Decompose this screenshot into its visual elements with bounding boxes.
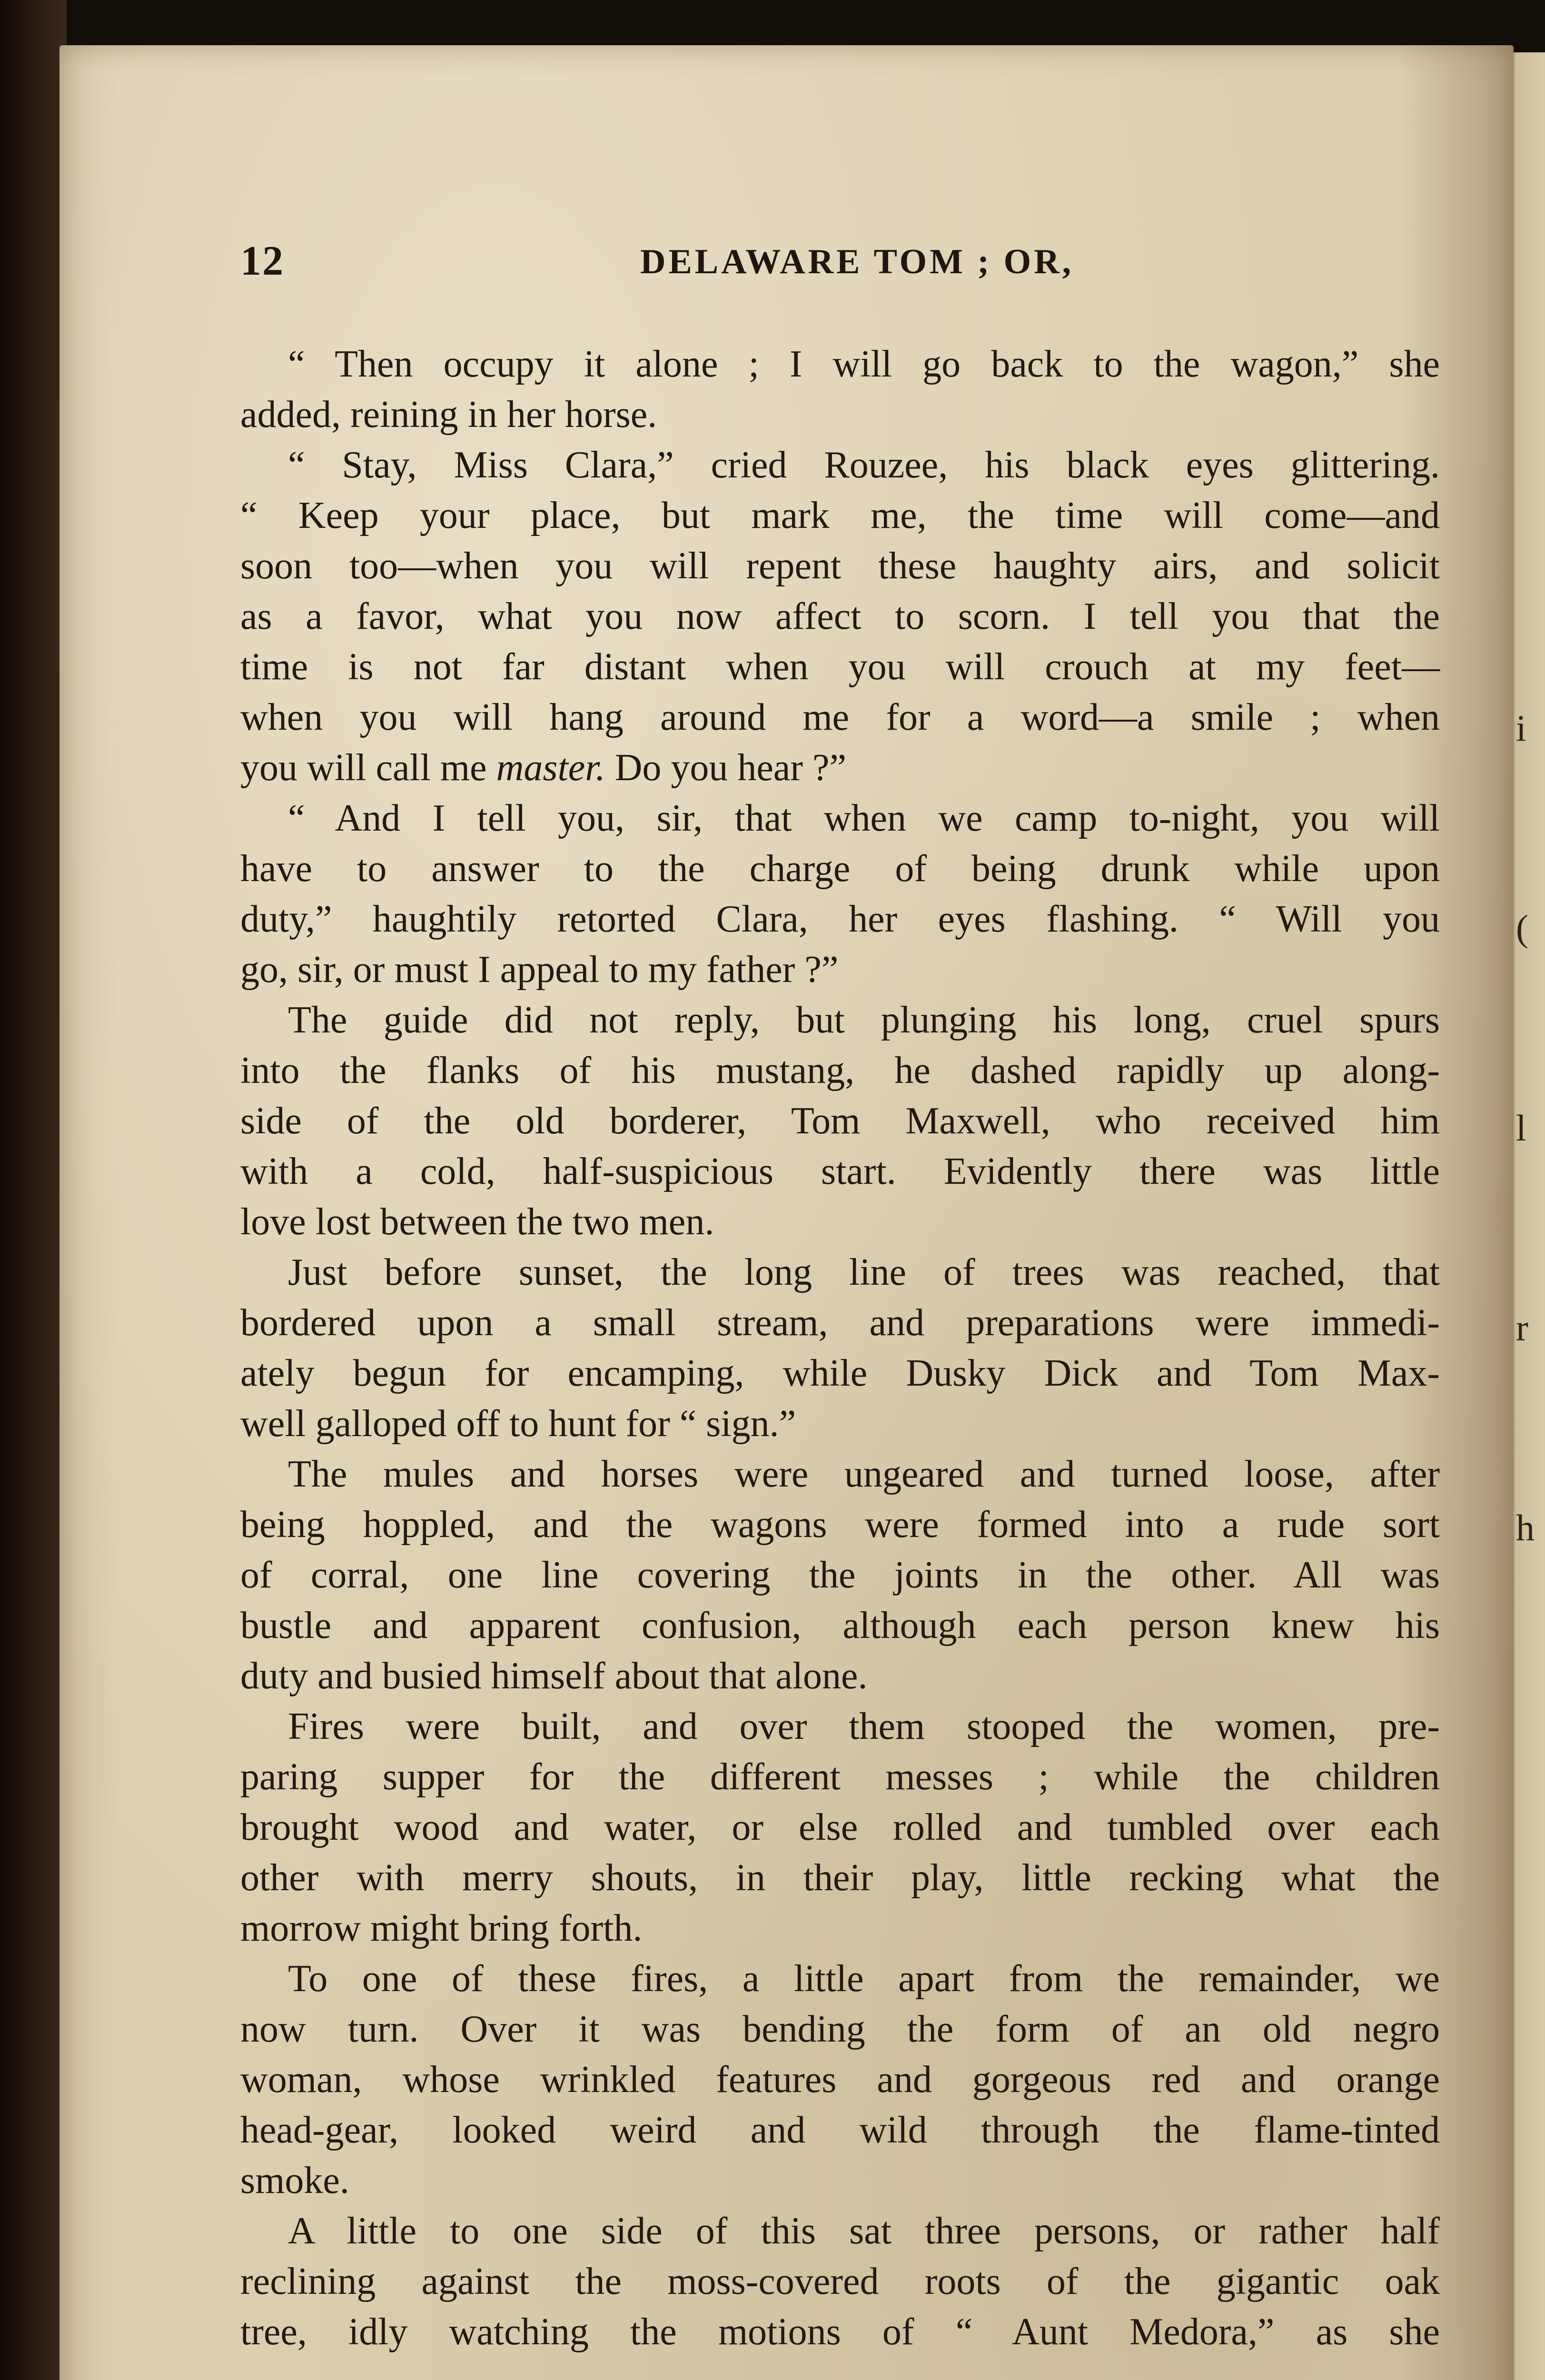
text-line: go, sir, or must I appeal to my father ?” — [240, 949, 839, 991]
adjacent-page-text-fragments — [1516, 628, 1540, 2247]
italic-word: master. — [496, 747, 605, 789]
text-line: “ Stay, Miss Clara,” cried Rouzee, his black eyes glittering. — [288, 444, 1440, 486]
text-line: The mules and horses were ungeared and turned loose, after — [288, 1453, 1440, 1495]
text-line: The guide did not reply, but plunging his long, cruel spurs — [288, 999, 1440, 1041]
text-line: smoke. — [240, 2160, 349, 2202]
text-line: tree, idly watching the motions of “ Aunt Medora,” as she — [240, 2311, 1440, 2353]
text-line: side of the old borderer, Tom Maxwell, who received him — [240, 1100, 1440, 1142]
text-line: duty,” haughtily retorted Clara, her eyes flashing. “ Will you — [240, 898, 1440, 940]
text-line: of corral, one line covering the joints in the other. All was — [240, 1554, 1440, 1596]
fragment-char: h — [1516, 1507, 1535, 1548]
text-line: paring supper for the different messes ; while the children — [240, 1756, 1440, 1798]
text-line: bordered upon a small stream, and preparations were immedi- — [240, 1302, 1440, 1344]
text-line-with-italic — [240, 743, 1440, 793]
binding-edge — [0, 0, 67, 2380]
text-line: morrow might bring forth. — [240, 1907, 643, 1949]
text-line: duty and busied himself about that alone. — [240, 1655, 868, 1697]
text-line: with a cold, half-suspicious start. Evidently there was little — [240, 1150, 1440, 1192]
fragment-char: ( — [1516, 907, 1528, 949]
text-line: other with merry shouts, in their play, little recking what the — [240, 1857, 1440, 1899]
text-line: reclining against the moss-covered roots of the gigantic oak — [240, 2261, 1440, 2302]
text-line: “ And I tell you, sir, that when we camp to-night, you will — [288, 797, 1440, 839]
text-line-end: Do you hear ?” — [605, 747, 847, 789]
text-line: “ Keep your place, but mark me, the time will come—and — [240, 495, 1440, 536]
text-line: have to answer to the charge of being drunk while upon — [240, 848, 1440, 890]
text-line: love lost between the two men. — [240, 1201, 714, 1243]
running-head: DELAWARE TOM ; OR, — [640, 242, 1074, 281]
text-line: as a favor, what you now affect to scorn. I tell you that the — [240, 595, 1440, 637]
fragment-char: i — [1516, 707, 1526, 749]
text-line: brought wood and water, or else rolled and tumbled over each — [240, 1806, 1440, 1848]
text-line: woman, whose wrinkled features and gorgeous red and orange — [240, 2059, 1440, 2101]
page-number: 12 — [240, 238, 284, 284]
text-line-start: you will call me — [240, 747, 496, 789]
text-line: Fires were built, and over them stooped the women, pre- — [288, 1706, 1440, 1747]
page-header — [240, 237, 1454, 294]
text-line: into the flanks of his mustang, he dashed rapidly up along- — [240, 1050, 1440, 1091]
text-line: soon too—when you will repent these haughty airs, and solicit — [240, 545, 1440, 587]
text-line: bustle and apparent confusion, although each person knew his — [240, 1605, 1440, 1646]
text-line: A little to one side of this sat three persons, or rather half — [288, 2210, 1440, 2252]
text-line: “ Then occupy it alone ; I will go back to the wagon,” she — [288, 343, 1440, 385]
text-line: added, reining in her horse. — [240, 394, 657, 436]
text-line: well galloped off to hunt for “ sign.” — [240, 1403, 796, 1445]
fragment-char: l — [1516, 1107, 1526, 1149]
fragment-char: r — [1516, 1307, 1528, 1349]
text-line: To one of these fires, a little apart from the remainder, we — [288, 1958, 1440, 2000]
text-line: head-gear, looked weird and wild through the flame-tinted — [240, 2109, 1440, 2151]
text-line: when you will hang around me for a word—a smile ; when — [240, 696, 1440, 738]
body-text — [240, 339, 1440, 2357]
text-line: ately begun for encamping, while Dusky Dick and Tom Max- — [240, 1352, 1440, 1394]
text-line: Just before sunset, the long line of trees was reached, that — [288, 1251, 1440, 1293]
text-line: being hoppled, and the wagons were formed into a rude sort — [240, 1504, 1440, 1546]
text-line: time is not far distant when you will crouch at my feet— — [240, 646, 1440, 688]
text-line: now turn. Over it was bending the form of an old negro — [240, 2008, 1440, 2050]
